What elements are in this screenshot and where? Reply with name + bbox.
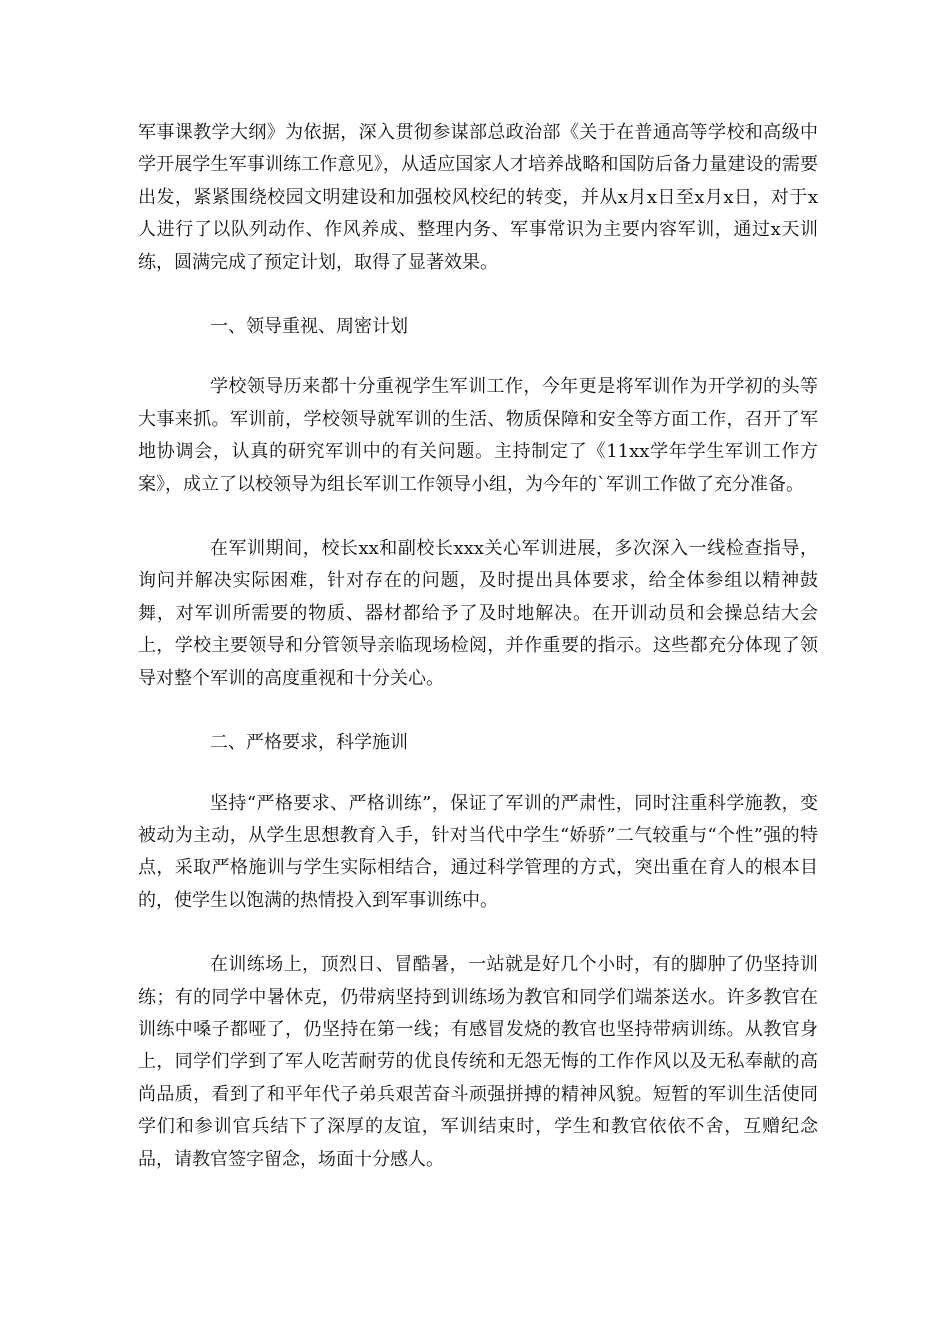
paragraph-strict-training: 坚持“严格要求、严格训练”，保证了军训的严肃性，同时注重科学施教，变被动为主动，从学生思想教育入手，针对当代中学生“娇骄”二气较重与“个性”强的特点，采取严格施训与学生实际相结合，通过科学管理的方式，突出重在育人的根本目的，使学生以饱满的热情投入到军事训练中。: [138, 792, 818, 911]
paragraph-intro: 军事课教学大纲》为依据，深入贯彻参谋部总政治部《关于在普通高等学校和高级中学开展学生军事训练工作意见》，从适应国家人才培养战略和国防后备力量建设的需要出发，紧紧围绕校园文明建设和加强校风校纪的转变，并从x月x日至x月x日，对于x人进行了以队列动作、作风养成、整理内务、军事常识为主要内容军训，通过x天训练，圆满完成了预定计划，取得了显著效果。: [138, 122, 818, 273]
document-body: [138, 117, 818, 1208]
section-heading-1: 一、领导重视、周密计划: [210, 316, 408, 338]
paragraph-leadership: 学校领导历来都十分重视学生军训工作，今年更是将军训作为开学初的头等大事来抓。军训前，学校领导就军训的生活、物质保障和安全等方面工作，召开了军地协调会，认真的研究军训中的有关问题。主持制定了《11xx学年学生军训工作方案》，成立了以校领导为组长军训工作领导小组，为今年的`军训工作做了充分准备。: [138, 376, 818, 495]
section-heading-2: 二、严格要求，科学施训: [210, 732, 408, 754]
paragraph-leadership-support: 在军训期间，校长xx和副校长xxx关心军训进展，多次深入一线检查指导，询问并解决实际困难，针对存在的问题，及时提出具体要求，给全体参组以精神鼓舞，对军训所需要的物质、器材都给予了及时地解决。在开训动员和会操总结大会上，学校主要领导和分管领导亲临现场检阅，并作重要的指示。这些都充分体现了领导对整个军训的高度重视和十分关心。: [138, 538, 818, 689]
paragraph-training-field: 在训练场上，顶烈日、冒酷暑，一站就是好几个小时，有的脚肿了仍坚持训练；有的同学中暑休克，仍带病坚持到训练场为教官和同学们端茶送水。许多教官在训练中嗓子都哑了，仍坚持在第一线；有感冒发烧的教官也坚持带病训练。从教官身上，同学们学到了军人吃苦耐劳的优良传统和无怨无悔的工作作风以及无私奉献的高尚品质，看到了和平年代子弟兵艰苦奋斗顽强拼搏的精神风貌。短暂的军训生活使同学们和参训官兵结下了深厚的友谊，军训结束时，学生和教官依依不舍，互赠纪念品，请教官签字留念，场面十分感人。: [138, 954, 818, 1170]
